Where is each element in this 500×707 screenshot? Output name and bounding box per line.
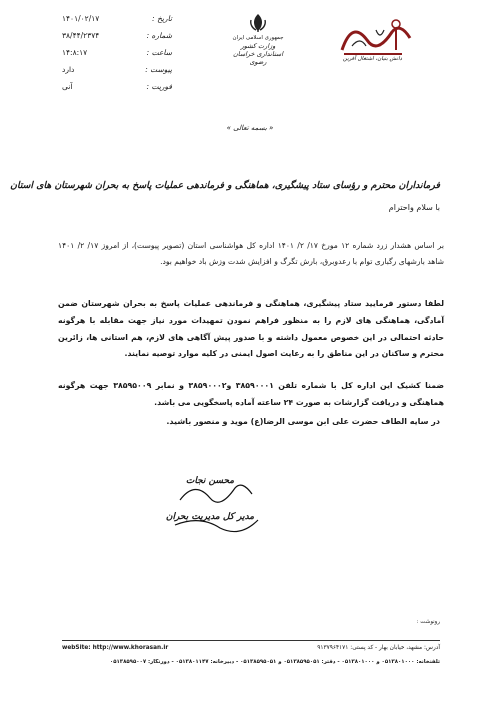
attachment-label: پیوست : (145, 65, 172, 74)
meta-number (62, 27, 172, 44)
paragraph-contact: ضمنا کشیک این اداره کل با شماره تلفن ۳۸۵۹۰۰۰۱ و۳۸۵۹۰۰۰۲ و نمابر ۳۸۵۹۵۰۰۹ جهت هرگونه هماهنگی و دریافت گزارشات به صورت ۲۴ ساعته آماده پاسخگویی می باشد. (58, 381, 445, 407)
footer-top (62, 645, 440, 651)
emblem-line2: وزارت کشور (240, 42, 276, 50)
salutation: با سلام واحترام (388, 203, 440, 212)
meta-attachment (62, 61, 172, 78)
attachment-value: دارد (62, 65, 75, 74)
paragraph-warning: بر اساس هشدار زرد شماره ۱۲ مورخ ۱۷/ ۲/ ۱۴۰۱ اداره کل هواشناسی استان (تصویر پیوست)، از امروز ۱۷/ ۲/ ۱۴۰۱ شاهد بارشهای رگباری توام با رعدوبرق، بارش تگرگ و افزایش شدت وزش باد خواهیم بود. (58, 241, 444, 266)
priority-value: آنی (62, 82, 73, 91)
emblem-icon (247, 12, 269, 34)
footer-website: webSite: http://www.khorasan.ir (62, 645, 169, 651)
paragraph-instruction: لطفا دستور فرمایید ستاد پیشگیری، هماهنگی و فرماندهی عملیات پاسخ به بحران شهرستان ضمن آمادگی، هماهنگی های لازم را به منظور فراهم نمودن تمهیدات مورد نیاز جهت مقابله با هرگونه حادثه احتمالی در این خصوص معمول داشته و با صدور پیش آگاهی های لازم، هم استانی ها، زائرین محترم و ساکنان در این مناطق را به رعایت اصول ایمنی در کلیه موارد توصیه نمایند. (58, 299, 444, 359)
number-label: شماره : (146, 31, 172, 40)
footer-address: آدرس: مشهد، خیابان بهار - کد پستی: ۹۱۳۷۹۶۴۱۷۱ (317, 645, 440, 651)
iran-emblem (228, 12, 288, 66)
priority-label: فوریت : (146, 82, 172, 91)
emblem-line3: استانداری خراسان رضوی (232, 50, 284, 66)
letter-meta (62, 10, 172, 95)
addressee: فرمانداران محترم و رؤسای ستاد پیشگیری، هماهنگی و فرماندهی عملیات پاسخ به بحران شهرستان های استان (10, 180, 440, 191)
time-label: ساعت : (146, 48, 172, 57)
time-value: ۱۴:۸:۱۷ (62, 48, 88, 57)
closing-line: در سایه الطاف حضرت علی ابن موسی الرضا(ع) موید و منصور باشید. (166, 417, 440, 426)
signer-title: مدیر کل مدیریت بحران (165, 512, 255, 522)
date-value: ۱۴۰۱/۰۲/۱۷ (62, 14, 100, 23)
signer-name: محسن نجات (185, 476, 235, 486)
number-value: ۳۸/۴۴/۲۳۷۴ (62, 31, 100, 40)
cc-label: رونوشت : (416, 619, 440, 625)
meta-date (62, 10, 172, 27)
footer-divider (62, 640, 440, 641)
invocation: « بسمه تعالی » (226, 124, 274, 132)
logo-caption: دانش بنیان، اشتغال آفرین (342, 56, 403, 62)
date-label: تاریخ : (152, 14, 172, 23)
emblem-line1: جمهوری اسلامی ایران (232, 35, 284, 41)
footer-phones: تلفنخانه: ۰۵۱۳۸۰۱۰۰۰ و ۰۵۱۳۸۰۱۰۰۰ - دفتر: ۰۵۱۳۸۵۹۵۰۵۱ و ۰۵۱۳۸۵۹۵۰۵۱ - دبیرخانه: ۰۵۱۳۸۰۱۱۴۷ - دورنگار: ۰۵۱۳۸۵۹۵۰۰۷ (109, 659, 440, 665)
meta-priority (62, 78, 172, 95)
meta-time (62, 44, 172, 61)
